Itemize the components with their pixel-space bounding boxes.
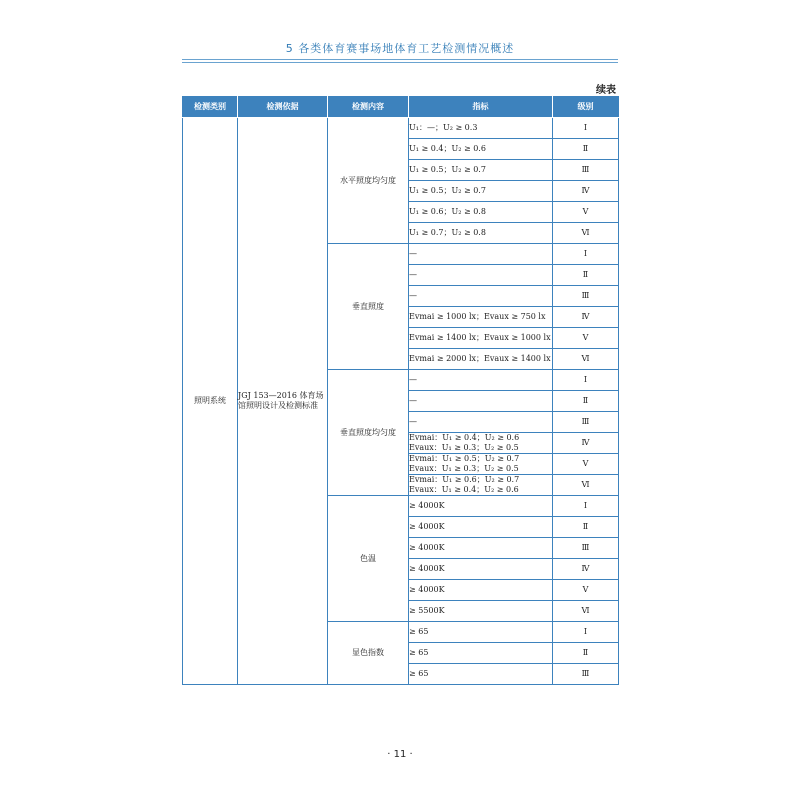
grade-cell: Ⅲ <box>553 160 619 181</box>
indicator-cell <box>409 118 553 139</box>
grade-cell: Ⅰ <box>553 244 619 265</box>
indicator-text: U₁ ≥ 0.7；U₂ ≥ 0.8 <box>409 228 486 237</box>
indicator-text: U₁：—；U₂ ≥ 0.3 <box>409 123 478 132</box>
grade-cell: Ⅲ <box>553 412 619 433</box>
grade-cell: Ⅲ <box>553 538 619 559</box>
table-header-row <box>183 97 619 118</box>
grade-cell: Ⅵ <box>553 475 619 496</box>
grade-cell: Ⅰ <box>553 622 619 643</box>
grade-cell: Ⅱ <box>553 391 619 412</box>
grade-cell: Ⅰ <box>553 370 619 391</box>
indicator-text: U₁ ≥ 0.5；U₂ ≥ 0.7 <box>409 186 486 195</box>
indicator-cell <box>409 496 553 517</box>
indicator-cell <box>409 391 553 412</box>
indicator-text: ≥ 5500K <box>409 606 445 615</box>
indicator-text: U₁ ≥ 0.5；U₂ ≥ 0.7 <box>409 165 486 174</box>
indicator-cell <box>409 538 553 559</box>
column-header-grade: 级别 <box>553 97 619 118</box>
indicator-cell <box>409 580 553 601</box>
column-header-content: 检测内容 <box>328 97 409 118</box>
content-cell: 垂直照度 <box>328 244 409 370</box>
indicator-text: ≥ 65 <box>409 627 429 636</box>
indicator-cell <box>409 454 553 475</box>
indicator-cell <box>409 664 553 685</box>
indicator-cell <box>409 622 553 643</box>
indicator-text: Evmai ≥ 1000 lx；Evaux ≥ 750 lx <box>409 312 546 321</box>
grade-cell: Ⅴ <box>553 202 619 223</box>
indicator-text: Evmai：U₁ ≥ 0.5；U₂ ≥ 0.7 <box>409 454 520 463</box>
indicator-cell <box>409 202 553 223</box>
indicator-text: — <box>409 291 417 300</box>
indicator-cell <box>409 286 553 307</box>
indicator-text: ≥ 4000K <box>409 501 445 510</box>
continued-label: 续表 <box>596 85 616 96</box>
indicator-cell <box>409 559 553 580</box>
indicator-cell <box>409 265 553 286</box>
grade-cell: Ⅱ <box>553 517 619 538</box>
inspection-table <box>182 96 619 685</box>
category-cell: 照明系统 <box>183 118 238 685</box>
indicator-text: Evmai：U₁ ≥ 0.6；U₂ ≥ 0.7 <box>409 475 520 484</box>
grade-cell: Ⅱ <box>553 643 619 664</box>
indicator-text: Evmai ≥ 1400 lx；Evaux ≥ 1000 lx <box>409 333 551 342</box>
column-header-category: 检测类别 <box>183 97 238 118</box>
column-header-indicator: 指标 <box>409 97 553 118</box>
grade-cell: Ⅴ <box>553 454 619 475</box>
indicator-text: ≥ 65 <box>409 648 429 657</box>
indicator-text: U₁ ≥ 0.4；U₂ ≥ 0.6 <box>409 144 486 153</box>
grade-cell: Ⅲ <box>553 664 619 685</box>
indicator-text: — <box>409 396 417 405</box>
grade-cell: Ⅰ <box>553 118 619 139</box>
indicator-text-line2: Evaux：U₁ ≥ 0.4；U₂ ≥ 0.6 <box>409 485 519 494</box>
grade-cell: Ⅳ <box>553 307 619 328</box>
indicator-text-line2: Evaux：U₁ ≥ 0.3；U₂ ≥ 0.5 <box>409 464 519 473</box>
indicator-text: — <box>409 270 417 279</box>
indicator-cell <box>409 601 553 622</box>
table-row <box>183 118 619 139</box>
indicator-text: — <box>409 417 417 426</box>
indicator-text: ≥ 4000K <box>409 564 445 573</box>
indicator-cell <box>409 517 553 538</box>
grade-cell: Ⅰ <box>553 496 619 517</box>
grade-cell: Ⅳ <box>553 559 619 580</box>
indicator-cell <box>409 349 553 370</box>
indicator-cell <box>409 223 553 244</box>
content-cell: 水平照度均匀度 <box>328 118 409 244</box>
grade-cell: Ⅳ <box>553 433 619 454</box>
indicator-cell <box>409 412 553 433</box>
indicator-cell <box>409 181 553 202</box>
page-number: · 11 · <box>387 749 413 760</box>
grade-cell: Ⅵ <box>553 223 619 244</box>
grade-cell: Ⅱ <box>553 265 619 286</box>
indicator-text: — <box>409 375 417 384</box>
indicator-text: Evmai ≥ 2000 lx；Evaux ≥ 1400 lx <box>409 354 551 363</box>
content-cell: 色温 <box>328 496 409 622</box>
indicator-cell <box>409 643 553 664</box>
column-header-basis: 检测依据 <box>238 97 328 118</box>
indicator-cell <box>409 244 553 265</box>
running-header: 5 各类体育赛事场地体育工艺检测情况概述 <box>285 42 515 55</box>
indicator-cell <box>409 370 553 391</box>
indicator-text-line2: Evaux：U₁ ≥ 0.3；U₂ ≥ 0.5 <box>409 443 519 452</box>
indicator-cell <box>409 160 553 181</box>
content-cell: 显色指数 <box>328 622 409 685</box>
indicator-cell <box>409 139 553 160</box>
indicator-text: ≥ 4000K <box>409 522 445 531</box>
header-divider <box>182 59 618 63</box>
indicator-text: ≥ 4000K <box>409 585 445 594</box>
grade-cell: Ⅴ <box>553 328 619 349</box>
grade-cell: Ⅵ <box>553 601 619 622</box>
basis-cell: JGJ 153—2016 体育场馆照明设计及检测标准 <box>238 118 328 685</box>
indicator-cell <box>409 433 553 454</box>
indicator-text: ≥ 4000K <box>409 543 445 552</box>
grade-cell: Ⅵ <box>553 349 619 370</box>
grade-cell: Ⅳ <box>553 181 619 202</box>
grade-cell: Ⅴ <box>553 580 619 601</box>
indicator-cell <box>409 307 553 328</box>
indicator-text: ≥ 65 <box>409 669 429 678</box>
indicator-cell <box>409 475 553 496</box>
grade-cell: Ⅲ <box>553 286 619 307</box>
indicator-cell <box>409 328 553 349</box>
indicator-text: — <box>409 249 417 258</box>
indicator-text: Evmai：U₁ ≥ 0.4；U₂ ≥ 0.6 <box>409 433 520 442</box>
content-cell: 垂直照度均匀度 <box>328 370 409 496</box>
indicator-text: U₁ ≥ 0.6；U₂ ≥ 0.8 <box>409 207 486 216</box>
grade-cell: Ⅱ <box>553 139 619 160</box>
